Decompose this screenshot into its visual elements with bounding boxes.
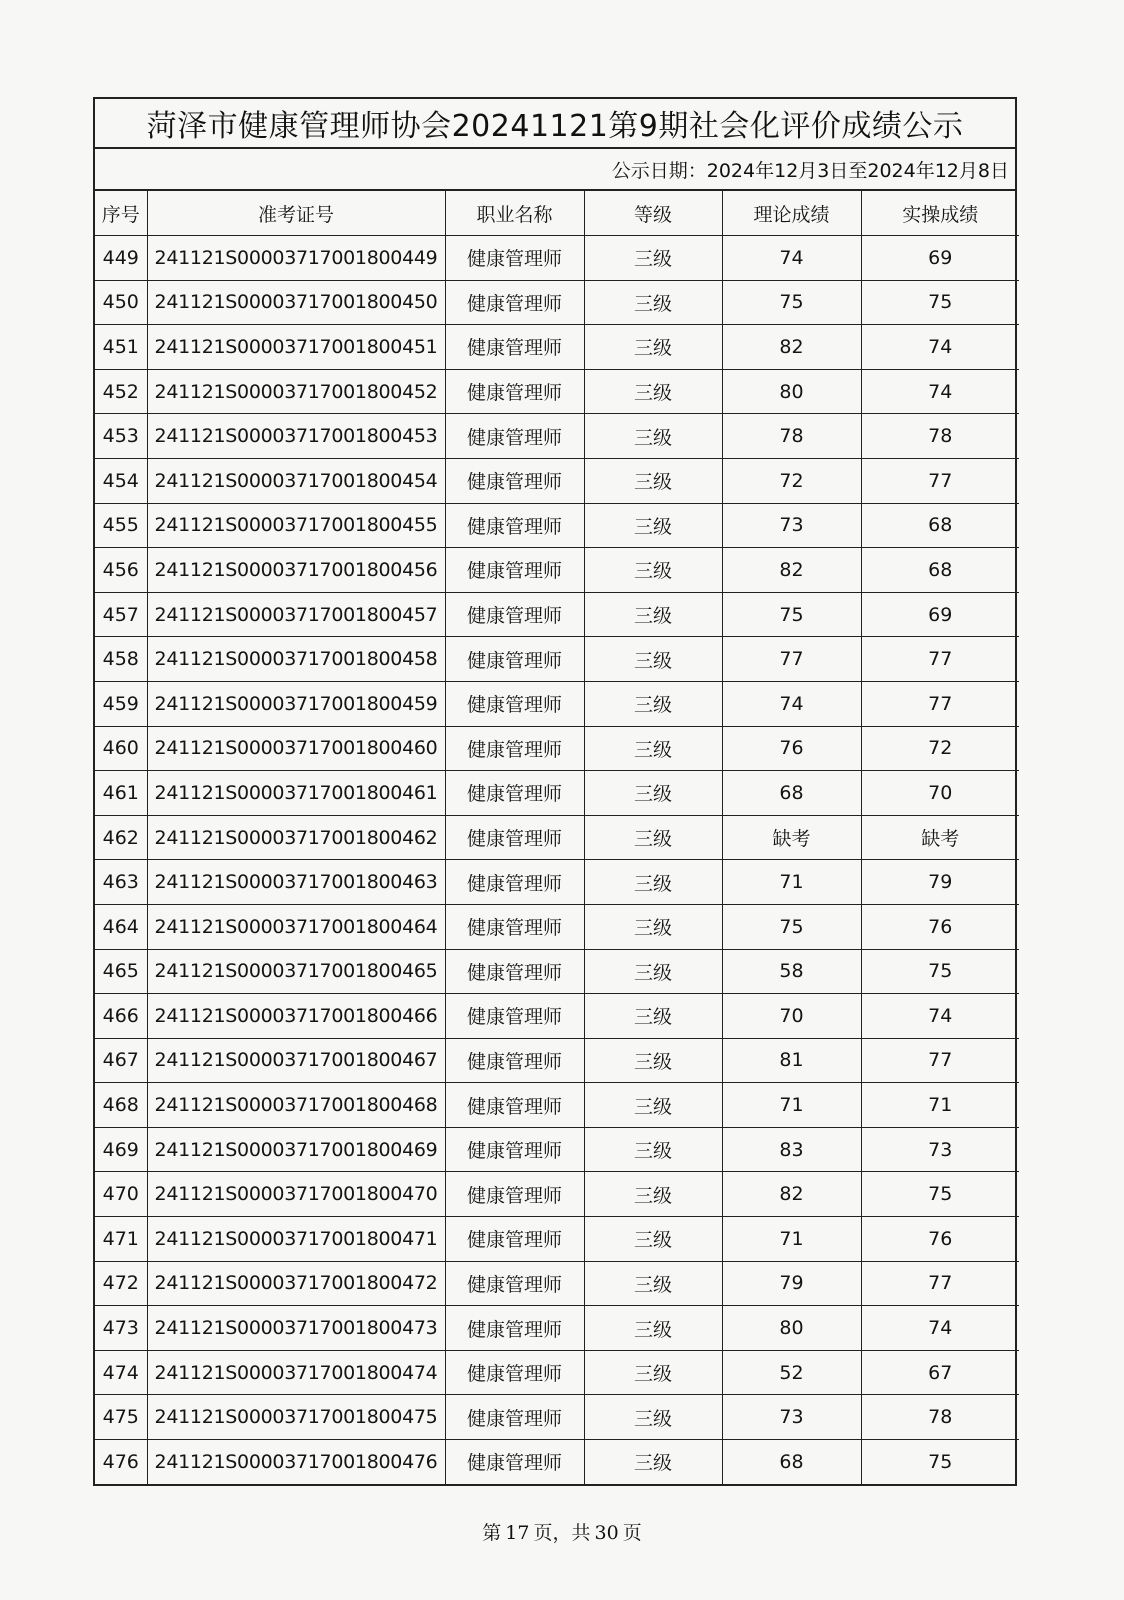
header-ticket-number: 准考证号 [147,191,445,236]
cell-occupation: 健康管理师 [445,1306,584,1351]
score-table [95,191,1019,1484]
cell-occupation: 健康管理师 [445,414,584,459]
cell-theory-score: 75 [722,592,861,637]
cell-theory-score: 78 [722,414,861,459]
cell-occupation: 健康管理师 [445,503,584,548]
cell-level: 三级 [584,726,722,771]
cell-ticket-number: 241121S00003717001800456 [147,548,445,593]
cell-occupation: 健康管理师 [445,994,584,1039]
page-footer [0,1518,1124,1545]
cell-ticket-number: 241121S00003717001800460 [147,726,445,771]
cell-seq: 476 [95,1440,147,1484]
score-sheet [93,97,1017,1486]
cell-occupation: 健康管理师 [445,726,584,771]
table-row [95,637,1019,682]
cell-level: 三级 [584,1306,722,1351]
cell-theory-score: 68 [722,1440,861,1484]
table-row [95,681,1019,726]
cell-occupation: 健康管理师 [445,1038,584,1083]
cell-theory-score: 82 [722,1172,861,1217]
cell-seq: 462 [95,815,147,860]
table-row [95,1440,1019,1484]
cell-practical-score: 78 [861,414,1019,459]
header-occupation: 职业名称 [445,191,584,236]
cell-seq: 470 [95,1172,147,1217]
cell-level: 三级 [584,592,722,637]
cell-occupation: 健康管理师 [445,949,584,994]
cell-theory-score: 82 [722,325,861,370]
cell-level: 三级 [584,1127,722,1172]
cell-level: 三级 [584,1395,722,1440]
cell-occupation: 健康管理师 [445,548,584,593]
header-level: 等级 [584,191,722,236]
cell-practical-score: 74 [861,1306,1019,1351]
cell-level: 三级 [584,860,722,905]
cell-occupation: 健康管理师 [445,1083,584,1128]
cell-level: 三级 [584,1038,722,1083]
table-row [95,236,1019,281]
cell-ticket-number: 241121S00003717001800457 [147,592,445,637]
cell-ticket-number: 241121S00003717001800454 [147,458,445,503]
table-row [95,771,1019,816]
table-row [95,1350,1019,1395]
cell-theory-score: 81 [722,1038,861,1083]
cell-practical-score: 缺考 [861,815,1019,860]
cell-seq: 454 [95,458,147,503]
cell-practical-score: 75 [861,949,1019,994]
cell-occupation: 健康管理师 [445,1350,584,1395]
cell-theory-score: 77 [722,637,861,682]
cell-practical-score: 75 [861,1440,1019,1484]
cell-seq: 473 [95,1306,147,1351]
cell-seq: 475 [95,1395,147,1440]
cell-occupation: 健康管理师 [445,1127,584,1172]
cell-seq: 458 [95,637,147,682]
cell-level: 三级 [584,1350,722,1395]
cell-theory-score: 71 [722,860,861,905]
cell-occupation: 健康管理师 [445,681,584,726]
cell-ticket-number: 241121S00003717001800471 [147,1217,445,1262]
cell-level: 三级 [584,994,722,1039]
cell-seq: 466 [95,994,147,1039]
cell-seq: 468 [95,1083,147,1128]
footer-mid: 页，共 [533,1522,591,1544]
cell-ticket-number: 241121S00003717001800474 [147,1350,445,1395]
table-row [95,994,1019,1039]
table-row [95,1127,1019,1172]
cell-theory-score: 82 [722,548,861,593]
header-seq: 序号 [95,191,147,236]
cell-theory-score: 79 [722,1261,861,1306]
cell-occupation: 健康管理师 [445,1395,584,1440]
cell-level: 三级 [584,771,722,816]
cell-ticket-number: 241121S00003717001800462 [147,815,445,860]
cell-practical-score: 70 [861,771,1019,816]
cell-ticket-number: 241121S00003717001800470 [147,1172,445,1217]
notice-date: 公示日期：2024年12月3日至2024年12月8日 [611,159,1009,182]
cell-ticket-number: 241121S00003717001800467 [147,1038,445,1083]
cell-practical-score: 72 [861,726,1019,771]
cell-theory-score: 71 [722,1083,861,1128]
cell-occupation: 健康管理师 [445,325,584,370]
cell-theory-score: 71 [722,1217,861,1262]
cell-theory-score: 58 [722,949,861,994]
cell-theory-score: 83 [722,1127,861,1172]
cell-practical-score: 74 [861,994,1019,1039]
table-row [95,325,1019,370]
footer-page-total: 30 [594,1522,619,1544]
cell-practical-score: 77 [861,1261,1019,1306]
cell-seq: 463 [95,860,147,905]
cell-ticket-number: 241121S00003717001800452 [147,369,445,414]
table-row [95,503,1019,548]
table-row [95,1306,1019,1351]
cell-theory-score: 52 [722,1350,861,1395]
cell-seq: 469 [95,1127,147,1172]
cell-theory-score: 72 [722,458,861,503]
cell-occupation: 健康管理师 [445,860,584,905]
cell-ticket-number: 241121S00003717001800472 [147,1261,445,1306]
cell-practical-score: 75 [861,280,1019,325]
cell-ticket-number: 241121S00003717001800458 [147,637,445,682]
cell-practical-score: 73 [861,1127,1019,1172]
cell-occupation: 健康管理师 [445,1217,584,1262]
cell-ticket-number: 241121S00003717001800475 [147,1395,445,1440]
cell-practical-score: 71 [861,1083,1019,1128]
cell-practical-score: 76 [861,904,1019,949]
table-row [95,1395,1019,1440]
header-row [95,191,1019,236]
cell-occupation: 健康管理师 [445,637,584,682]
cell-practical-score: 77 [861,681,1019,726]
cell-seq: 459 [95,681,147,726]
footer-suffix: 页 [622,1522,642,1544]
cell-practical-score: 67 [861,1350,1019,1395]
cell-level: 三级 [584,458,722,503]
cell-ticket-number: 241121S00003717001800449 [147,236,445,281]
cell-seq: 467 [95,1038,147,1083]
cell-ticket-number: 241121S00003717001800476 [147,1440,445,1484]
cell-level: 三级 [584,503,722,548]
cell-seq: 461 [95,771,147,816]
cell-occupation: 健康管理师 [445,1172,584,1217]
cell-theory-score: 76 [722,726,861,771]
cell-seq: 464 [95,904,147,949]
cell-level: 三级 [584,280,722,325]
cell-practical-score: 69 [861,236,1019,281]
cell-level: 三级 [584,681,722,726]
cell-ticket-number: 241121S00003717001800453 [147,414,445,459]
table-row [95,548,1019,593]
cell-theory-score: 80 [722,1306,861,1351]
cell-seq: 457 [95,592,147,637]
cell-level: 三级 [584,369,722,414]
cell-seq: 453 [95,414,147,459]
cell-ticket-number: 241121S00003717001800465 [147,949,445,994]
cell-practical-score: 77 [861,1038,1019,1083]
table-row [95,904,1019,949]
cell-occupation: 健康管理师 [445,592,584,637]
table-row [95,860,1019,905]
table-row [95,726,1019,771]
cell-practical-score: 68 [861,548,1019,593]
cell-practical-score: 78 [861,1395,1019,1440]
cell-ticket-number: 241121S00003717001800459 [147,681,445,726]
cell-ticket-number: 241121S00003717001800451 [147,325,445,370]
cell-occupation: 健康管理师 [445,280,584,325]
cell-ticket-number: 241121S00003717001800463 [147,860,445,905]
table-row [95,1083,1019,1128]
table-row [95,414,1019,459]
cell-theory-score: 74 [722,681,861,726]
table-body [95,236,1019,1484]
table-row [95,592,1019,637]
cell-practical-score: 68 [861,503,1019,548]
cell-level: 三级 [584,637,722,682]
cell-ticket-number: 241121S00003717001800461 [147,771,445,816]
cell-occupation: 健康管理师 [445,369,584,414]
notice-date-row [95,149,1015,191]
cell-occupation: 健康管理师 [445,815,584,860]
cell-practical-score: 76 [861,1217,1019,1262]
cell-seq: 455 [95,503,147,548]
cell-seq: 456 [95,548,147,593]
table-row [95,458,1019,503]
cell-seq: 449 [95,236,147,281]
cell-seq: 450 [95,280,147,325]
cell-seq: 460 [95,726,147,771]
cell-level: 三级 [584,414,722,459]
cell-seq: 474 [95,1350,147,1395]
cell-level: 三级 [584,949,722,994]
table-row [95,1172,1019,1217]
table-row [95,280,1019,325]
cell-practical-score: 77 [861,637,1019,682]
cell-ticket-number: 241121S00003717001800468 [147,1083,445,1128]
table-row [95,1038,1019,1083]
cell-ticket-number: 241121S00003717001800466 [147,994,445,1039]
cell-occupation: 健康管理师 [445,1261,584,1306]
cell-level: 三级 [584,1261,722,1306]
cell-seq: 465 [95,949,147,994]
table-row [95,1261,1019,1306]
cell-theory-score: 80 [722,369,861,414]
cell-level: 三级 [584,325,722,370]
header-theory-score: 理论成绩 [722,191,861,236]
cell-theory-score: 75 [722,904,861,949]
footer-prefix: 第 [482,1522,502,1544]
cell-theory-score: 73 [722,503,861,548]
cell-theory-score: 74 [722,236,861,281]
cell-occupation: 健康管理师 [445,771,584,816]
cell-level: 三级 [584,236,722,281]
table-row [95,949,1019,994]
cell-level: 三级 [584,1083,722,1128]
cell-level: 三级 [584,1172,722,1217]
cell-practical-score: 75 [861,1172,1019,1217]
cell-practical-score: 69 [861,592,1019,637]
cell-level: 三级 [584,548,722,593]
cell-ticket-number: 241121S00003717001800450 [147,280,445,325]
cell-ticket-number: 241121S00003717001800473 [147,1306,445,1351]
cell-theory-score: 70 [722,994,861,1039]
cell-occupation: 健康管理师 [445,458,584,503]
cell-practical-score: 74 [861,369,1019,414]
cell-level: 三级 [584,904,722,949]
cell-occupation: 健康管理师 [445,236,584,281]
cell-ticket-number: 241121S00003717001800469 [147,1127,445,1172]
cell-seq: 472 [95,1261,147,1306]
table-row [95,369,1019,414]
footer-page-number: 17 [505,1522,530,1544]
cell-theory-score: 73 [722,1395,861,1440]
cell-theory-score: 75 [722,280,861,325]
cell-seq: 452 [95,369,147,414]
cell-theory-score: 缺考 [722,815,861,860]
cell-occupation: 健康管理师 [445,1440,584,1484]
cell-ticket-number: 241121S00003717001800464 [147,904,445,949]
cell-seq: 471 [95,1217,147,1262]
table-row [95,815,1019,860]
cell-practical-score: 77 [861,458,1019,503]
header-practical-score: 实操成绩 [861,191,1019,236]
cell-occupation: 健康管理师 [445,904,584,949]
cell-theory-score: 68 [722,771,861,816]
cell-practical-score: 74 [861,325,1019,370]
table-header [95,191,1019,236]
cell-practical-score: 79 [861,860,1019,905]
document-title: 菏泽市健康管理师协会20241121第9期社会化评价成绩公示 [95,99,1015,149]
cell-level: 三级 [584,1217,722,1262]
cell-seq: 451 [95,325,147,370]
cell-level: 三级 [584,1440,722,1484]
table-row [95,1217,1019,1262]
cell-level: 三级 [584,815,722,860]
cell-ticket-number: 241121S00003717001800455 [147,503,445,548]
